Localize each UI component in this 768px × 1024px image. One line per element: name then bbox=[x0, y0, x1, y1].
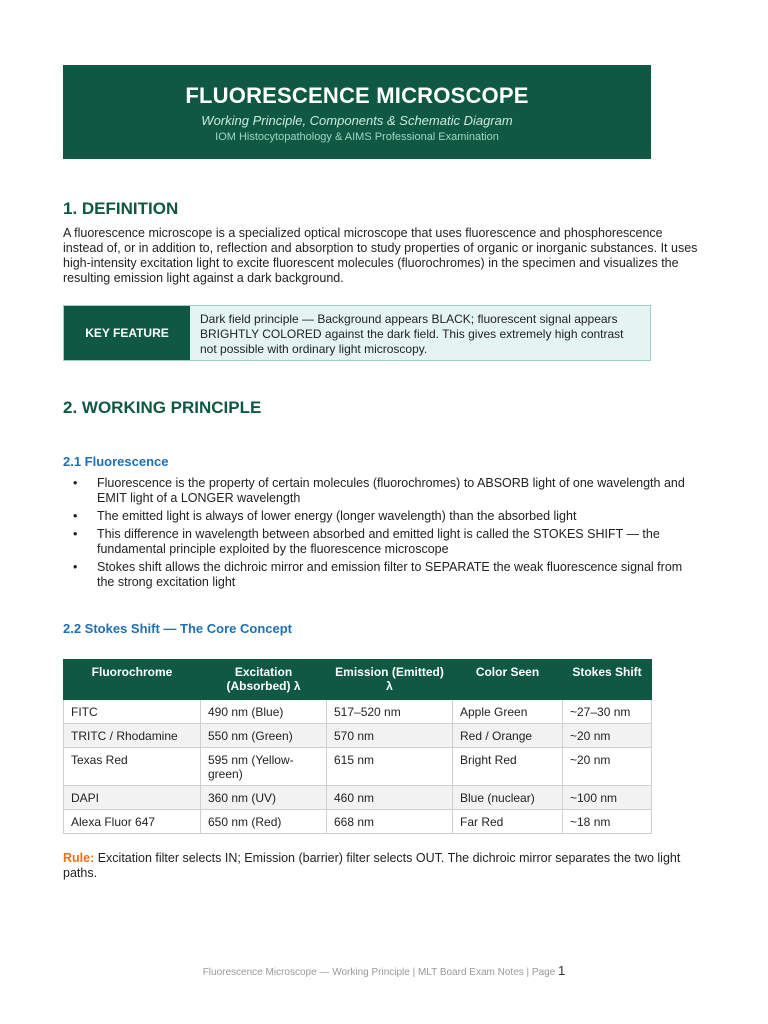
table-row bbox=[64, 786, 652, 810]
column-header: Fluorochrome bbox=[64, 660, 201, 700]
document-header bbox=[63, 65, 651, 159]
column-header: Excitation (Absorbed) λ bbox=[201, 660, 327, 700]
bullet-text: The emitted light is always of lower energy (longer wavelength) than the absorbed light bbox=[97, 509, 577, 523]
list-item bbox=[63, 527, 703, 557]
table-cell: Alexa Fluor 647 bbox=[64, 810, 201, 834]
list-item bbox=[63, 509, 703, 524]
table-cell: 595 nm (Yellow-green) bbox=[201, 748, 327, 786]
table-cell: FITC bbox=[64, 700, 201, 724]
table-row bbox=[64, 810, 652, 834]
bullet-icon: • bbox=[73, 509, 78, 523]
table-cell: ~100 nm bbox=[563, 786, 652, 810]
bullet-icon: • bbox=[73, 527, 78, 541]
table-cell: DAPI bbox=[64, 786, 201, 810]
bullet-text: Fluorescence is the property of certain molecules (fluorochromes) to ABSORB light of one wavelength and EMIT light of a LONGER wavelength bbox=[97, 476, 685, 505]
table-cell: Texas Red bbox=[64, 748, 201, 786]
document-subtitle: Working Principle, Components & Schematic Diagram bbox=[201, 113, 513, 128]
table-cell: 550 nm (Green) bbox=[201, 724, 327, 748]
fluorescence-subheading: 2.1 Fluorescence bbox=[63, 454, 169, 469]
definition-paragraph: A fluorescence microscope is a specialized optical microscope that uses fluorescence and phosphorescence instead of, or in addition to, reflection and absorption to study properties of organic or inorganic substances. It uses high-intensity excitation light to excite fluorescent molecules (fluorochromes) in the specimen and visualizes the resulting emission light against a dark background. bbox=[63, 226, 698, 285]
key-feature-box bbox=[63, 305, 651, 361]
table-cell: 490 nm (Blue) bbox=[201, 700, 327, 724]
table-cell: Red / Orange bbox=[453, 724, 563, 748]
table-cell: ~18 nm bbox=[563, 810, 652, 834]
fluorescence-bullet-list bbox=[63, 476, 703, 593]
footer-text: Fluorescence Microscope — Working Principle | MLT Board Exam Notes | Page bbox=[202, 967, 559, 978]
stokes-shift-subheading: 2.2 Stokes Shift — The Core Concept bbox=[63, 621, 292, 636]
list-item bbox=[63, 476, 703, 506]
bullet-icon: • bbox=[73, 476, 78, 490]
table-row bbox=[64, 748, 652, 786]
key-feature-text: Dark field principle — Background appears BLACK; fluorescent signal appears BRIGHTLY COLORED against the dark field. This gives extremely high contrast not possible with ordinary light microscopy. bbox=[200, 312, 624, 356]
document-title: FLUORESCENCE MICROSCOPE bbox=[185, 83, 529, 108]
fluorochrome-table bbox=[63, 659, 652, 834]
table-cell: ~20 nm bbox=[563, 724, 652, 748]
table-cell: 668 nm bbox=[327, 810, 453, 834]
table-cell: Bright Red bbox=[453, 748, 563, 786]
table-cell: 615 nm bbox=[327, 748, 453, 786]
rule-text: Excitation filter selects IN; Emission (barrier) filter selects OUT. The dichroic mirror separates the two light paths. bbox=[63, 851, 681, 880]
table-cell: 570 nm bbox=[327, 724, 453, 748]
column-header: Emission (Emitted) λ bbox=[327, 660, 453, 700]
page-footer bbox=[0, 963, 768, 978]
table-cell: 460 nm bbox=[327, 786, 453, 810]
rule-note bbox=[63, 851, 703, 881]
column-header: Color Seen bbox=[453, 660, 563, 700]
bullet-text: This difference in wavelength between absorbed and emitted light is called the STOKES SHIFT — the fundamental principle exploited by the fluorescence microscope bbox=[97, 527, 660, 556]
table-cell: 360 nm (UV) bbox=[201, 786, 327, 810]
bullet-text: Stokes shift allows the dichroic mirror and emission filter to SEPARATE the weak fluorescence signal from the strong excitation light bbox=[97, 560, 683, 589]
page-number: 1 bbox=[558, 963, 566, 978]
working-principle-heading: 2. WORKING PRINCIPLE bbox=[63, 398, 262, 417]
table-row bbox=[64, 700, 652, 724]
table-cell: ~27–30 nm bbox=[563, 700, 652, 724]
table-row bbox=[64, 724, 652, 748]
list-item bbox=[63, 560, 703, 590]
exam-name: IOM Histocytopathology & AIMS Professional Examination bbox=[215, 131, 499, 143]
table-cell: 650 nm (Red) bbox=[201, 810, 327, 834]
table-cell: Apple Green bbox=[453, 700, 563, 724]
definition-heading: 1. DEFINITION bbox=[63, 199, 179, 218]
table-header-row bbox=[64, 660, 652, 700]
rule-label: Rule: bbox=[63, 851, 95, 865]
table-cell: Far Red bbox=[453, 810, 563, 834]
table-cell: ~20 nm bbox=[563, 748, 652, 786]
column-header: Stokes Shift bbox=[563, 660, 652, 700]
table-cell: TRITC / Rhodamine bbox=[64, 724, 201, 748]
table-cell: 517–520 nm bbox=[327, 700, 453, 724]
table-cell: Blue (nuclear) bbox=[453, 786, 563, 810]
bullet-icon: • bbox=[73, 560, 78, 574]
key-feature-label: KEY FEATURE bbox=[64, 306, 190, 360]
